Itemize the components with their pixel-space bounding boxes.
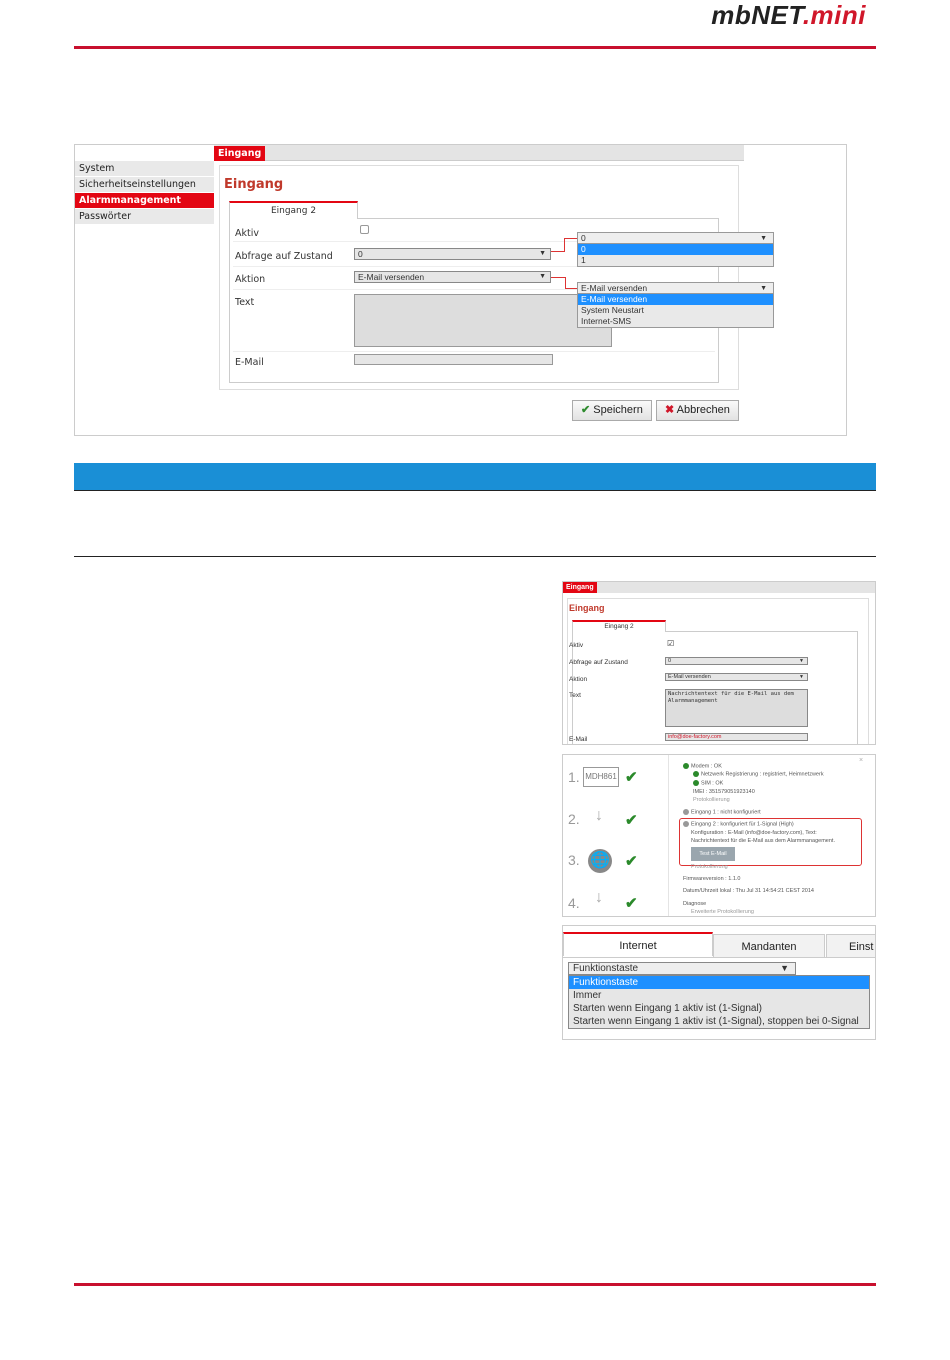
- email-label: E-Mail: [569, 736, 588, 743]
- step-4: 4.: [568, 895, 580, 911]
- tab-eingang-2[interactable]: Eingang 2: [229, 201, 358, 219]
- abfrage-label: Abfrage auf Zustand: [569, 659, 628, 666]
- abfrage-dropdown-popup[interactable]: [577, 232, 774, 267]
- check-icon: ✔: [625, 769, 638, 786]
- header-rule: [74, 46, 876, 49]
- option-immer[interactable]: Immer: [573, 990, 602, 1001]
- thumb-internet-dropdown: [562, 925, 876, 1040]
- option-start-eingang1[interactable]: Starten wenn Eingang 1 aktiv ist (1-Signal): [573, 1003, 762, 1014]
- cancel-button[interactable]: ✖ Abbrechen: [656, 400, 739, 421]
- test-email-button[interactable]: Test E-Mail: [691, 847, 735, 861]
- chevron-down-icon: ▼: [539, 273, 546, 280]
- device-icon: MDH861: [583, 767, 619, 787]
- page-title: Eingang: [224, 177, 284, 192]
- aktion-label: Aktion: [569, 676, 588, 683]
- save-button[interactable]: ✔ Speichern: [572, 400, 652, 421]
- arrow-down-icon: ↓: [595, 807, 603, 824]
- section-rule: [74, 556, 876, 557]
- chevron-down-icon: ▼: [780, 963, 789, 973]
- globe-icon: 🌐: [588, 849, 612, 873]
- dropdown-head: 0 ▼: [578, 233, 773, 244]
- dropdown-head: E-Mail versenden ▼: [578, 283, 773, 294]
- footer-rule: [74, 1283, 876, 1286]
- option-0[interactable]: 0: [578, 244, 773, 255]
- tab-eingang[interactable]: Eingang: [563, 582, 597, 593]
- step-1: 1.: [568, 769, 580, 785]
- tab-mandanten[interactable]: Mandanten: [713, 934, 825, 958]
- function-select-dropdown[interactable]: [568, 962, 870, 1029]
- page-title: Eingang: [569, 603, 605, 613]
- dropdown-list: [568, 975, 870, 1029]
- aktion-dropdown-popup[interactable]: [577, 282, 774, 328]
- option-start-stop-eingang1[interactable]: Starten wenn Eingang 1 aktiv ist (1-Signal), stoppen bei 0-Signal: [573, 1016, 859, 1027]
- aktion-value: E-Mail versenden: [358, 272, 425, 282]
- abfrage-label: Abfrage auf Zustand: [235, 251, 333, 262]
- option-1[interactable]: 1: [581, 255, 586, 265]
- sidebar-item-passwords[interactable]: Passwörter: [75, 209, 214, 225]
- text-area[interactable]: Nachrichtentext für die E-Mail aus dem Alarmmanagement: [665, 689, 808, 727]
- thumb-status-overview: 1. MDH861 ✔ 2. ↓ ✔ 3. 🌐 ✔ 4. ↓ ✔ × Modem : OK Netzwerk Registrierung : registriert, Heimnetzwerk SIM : OK IMEI : 351579051923140 Protokollierung Eingang 1 : nicht konfiguriert Eingang 2 : konfiguriert für 1-Signal (High) Konfiguration : E-Mail (info@doe-factory.com), Text: Nachrichtentext für die E-Mail aus dem Alarmmanagement. Test E-Mail Protokollierung Firmwareversion : 1.1.0 Datum/Uhrzeit lokal : Thu Jul 31 14:54:21 CEST 2014 Diagnose Erweiterte Protokollierung: [562, 754, 876, 917]
- aktiv-checkbox-checked[interactable]: ☑: [667, 639, 675, 648]
- aktiv-label: Aktiv: [235, 228, 259, 239]
- tab-eingang-2[interactable]: Eingang 2: [572, 620, 666, 632]
- dropdown-head[interactable]: Funktionstaste ▼: [568, 962, 796, 975]
- text-area[interactable]: [354, 294, 612, 347]
- aktion-select[interactable]: [354, 271, 551, 283]
- sidebar-item-security[interactable]: Sicherheitseinstellungen: [75, 177, 214, 193]
- check-icon: ✔: [625, 853, 638, 870]
- chevron-down-icon: ▼: [539, 250, 546, 257]
- sidebar-item-system[interactable]: System: [75, 161, 214, 177]
- tab-einstellungen[interactable]: Einst: [826, 934, 876, 958]
- arrow-down-icon: ↓: [595, 889, 603, 906]
- check-icon: ✔: [581, 404, 591, 416]
- option-neustart[interactable]: System Neustart: [581, 305, 644, 315]
- thumb-eingang-form: [562, 581, 876, 745]
- text-label: Text: [235, 297, 255, 308]
- option-sms[interactable]: Internet-SMS: [581, 316, 632, 326]
- sidebar: [75, 161, 214, 225]
- check-icon: ✔: [625, 812, 638, 829]
- close-icon[interactable]: ×: [859, 757, 864, 764]
- text-label: Text: [569, 692, 581, 699]
- option-email[interactable]: E-Mail versenden: [578, 294, 773, 305]
- abfrage-select[interactable]: [354, 248, 551, 260]
- tab-eingang[interactable]: Eingang: [214, 146, 265, 161]
- aktiv-label: Aktiv: [569, 642, 584, 649]
- close-icon: ✖: [665, 404, 675, 416]
- mbnet-mini-logo: [711, 0, 866, 31]
- email-field[interactable]: info@doe-factory.com: [665, 733, 808, 741]
- aktion-label: Aktion: [235, 274, 266, 285]
- step-3: 3.: [568, 852, 580, 868]
- section-band: [74, 463, 876, 490]
- aktiv-checkbox[interactable]: [360, 225, 369, 234]
- logo-part-mini: .mini: [802, 0, 866, 30]
- band-rule: [74, 490, 876, 491]
- check-icon: ✔: [625, 895, 638, 912]
- email-field[interactable]: [354, 354, 553, 365]
- option-funktionstaste[interactable]: Funktionstaste: [569, 976, 869, 989]
- step-2: 2.: [568, 811, 580, 827]
- abfrage-value: 0: [358, 249, 363, 259]
- logo-part-mbnet: mbNET: [711, 0, 803, 30]
- email-label: E-Mail: [235, 357, 264, 368]
- sidebar-item-alarm[interactable]: Alarmmanagement: [75, 193, 214, 209]
- alarm-config-screenshot: [74, 144, 847, 436]
- aktion-select[interactable]: E-Mail versenden ▼: [665, 673, 808, 681]
- tab-internet[interactable]: Internet: [563, 932, 713, 956]
- top-tab-bar: [214, 145, 744, 161]
- abfrage-select[interactable]: 0 ▼: [665, 657, 808, 665]
